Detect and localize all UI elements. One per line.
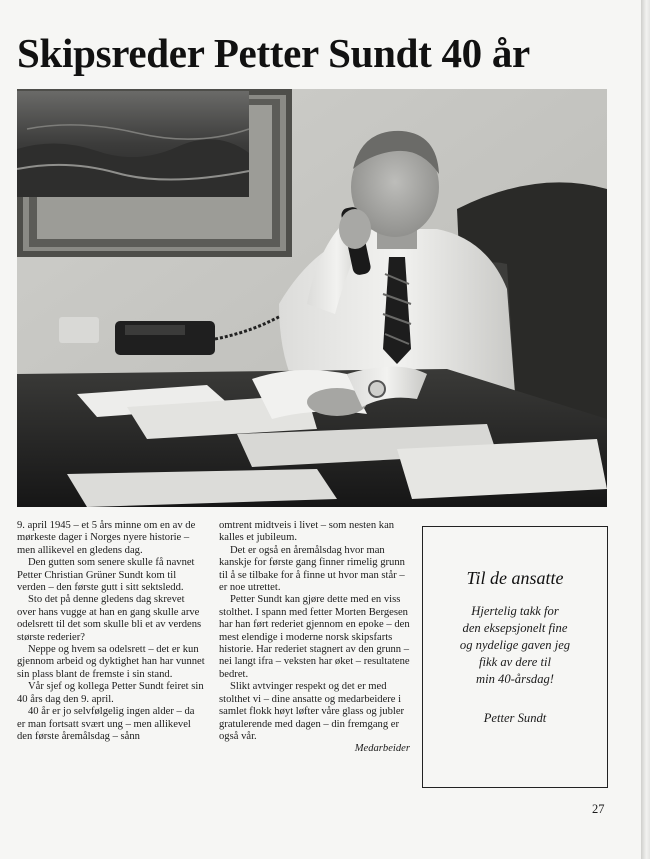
box-line: fikk av dere til [479, 655, 551, 669]
paragraph: 40 år er jo selvfølgelig ingen alder – da er man fortsatt svært ung – men allikevel den første åremålsdag – sånn [17, 706, 195, 742]
article-column-1 [17, 520, 205, 743]
paragraph: Petter Sundt kan gjøre dette med en viss stolthet. I spann med fetter Morten Bergesen har han ført rederiet gjennom en epoke – den mest elendige i moderne norsk skipsfarts historie. Har rederiet stagnert av den grunn – nei langt ifra – veksten har øket – resultatene bedret. [219, 594, 410, 680]
paragraph: Det er også en åremålsdag hvor man kanskje for første gang finner rimelig grunn til å se tilbake for å finne ut hvor man står – er noe utrettet. [219, 544, 405, 594]
paragraph: Slikt avtvinger respekt og det er med stolthet vi – dine ansatte og medarbeidere i samlet flokk høyt løfter våre glass og jubler gratulerende med dagen – din fremgang er også vår. [219, 681, 405, 742]
paragraph: 9. april 1945 – et 5 års minne om en av de mørkeste dager i Norges nyere historie – men allikevel en gledens dag. [17, 520, 196, 556]
author-signature: Medarbeider [354, 743, 410, 755]
box-line: og nydelige gaven jeg [459, 638, 571, 652]
box-line: Hjertelig takk for [471, 604, 559, 618]
article-column-2 [219, 520, 410, 756]
thank-you-box [422, 526, 608, 788]
portrait-photo [17, 89, 607, 507]
paragraph: Neppe og hvem sa odelsrett – det er kun gjennom arbeid og dyktighet han har vunnet sin plass blant de fremste i sin stand. [17, 644, 205, 680]
paragraph: Den gutten som senere skulle få navnet Petter Christian Grüner Sundt kom til verden – den første gutt i sitt sektsledd. [17, 557, 195, 594]
paragraph: omtrent midtveis i livet – som nesten kan kalles et jubileum. [219, 520, 395, 544]
box-line: den eksepsjonelt fine [462, 621, 568, 635]
paragraph: Vår sjef og kollega Petter Sundt feiret sin 40 års dag den 9. april. [17, 681, 204, 705]
box-signature: Petter Sundt [483, 711, 547, 725]
headline: Skipsreder Petter Sundt 40 år [17, 30, 530, 76]
page-number: 27 [592, 802, 605, 816]
box-line: min 40-årsdag! [475, 672, 554, 686]
box-title: Til de ansatte [466, 568, 564, 588]
paragraph: Sto det på denne gledens dag skrevet over hans vugge at han en gang skulle arve odelsrett til det som skulle bli et av verdens største rederier? [17, 594, 202, 643]
page-edge [641, 0, 650, 859]
